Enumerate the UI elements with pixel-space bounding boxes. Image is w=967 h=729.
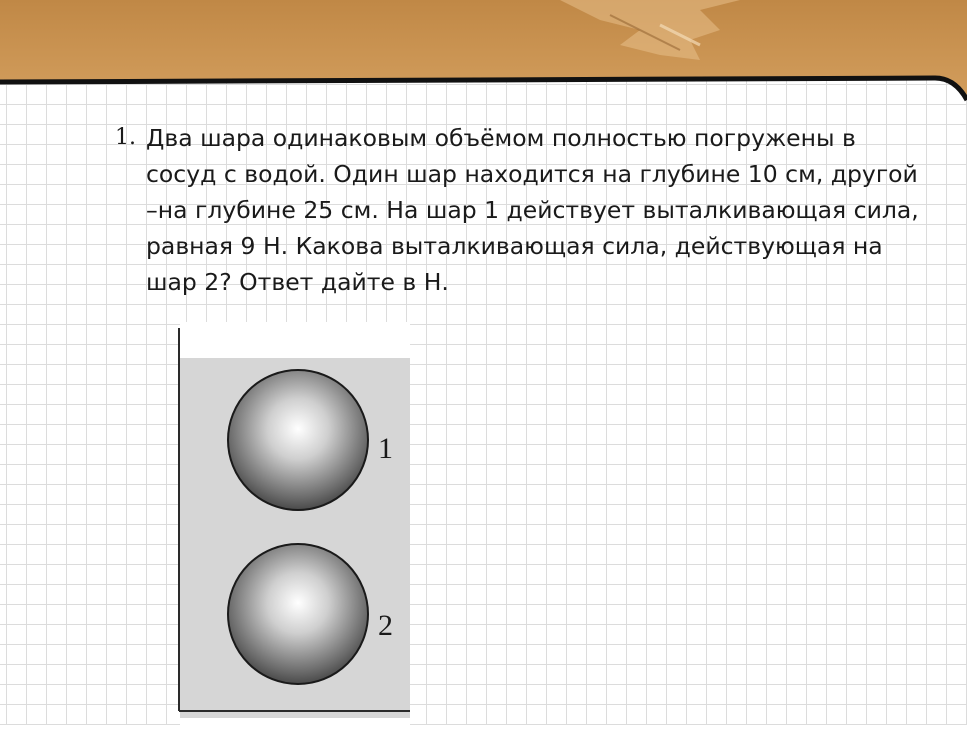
question-number: 1. bbox=[115, 125, 136, 150]
vessel-diagram bbox=[170, 322, 410, 725]
ball-1-label: 1 bbox=[378, 432, 393, 465]
question-list bbox=[112, 120, 932, 300]
vessel-illustration bbox=[170, 322, 410, 725]
ball-1 bbox=[228, 370, 368, 510]
ball-2-label: 2 bbox=[378, 609, 393, 642]
ball-2 bbox=[228, 544, 368, 684]
decorative-header-banner bbox=[0, 0, 967, 140]
question-item bbox=[112, 120, 932, 300]
question-text: Два шара одинаковым объёмом полностью погружены в сосуд с водой. Один шар находится на глубине 10 см, другой –на глубине 25 см. На шар 1 действует выталкивающая сила, равная 9 Н. Какова выталкивающая сила, действующая на шар 2? Ответ дайте в Н. bbox=[146, 124, 919, 296]
